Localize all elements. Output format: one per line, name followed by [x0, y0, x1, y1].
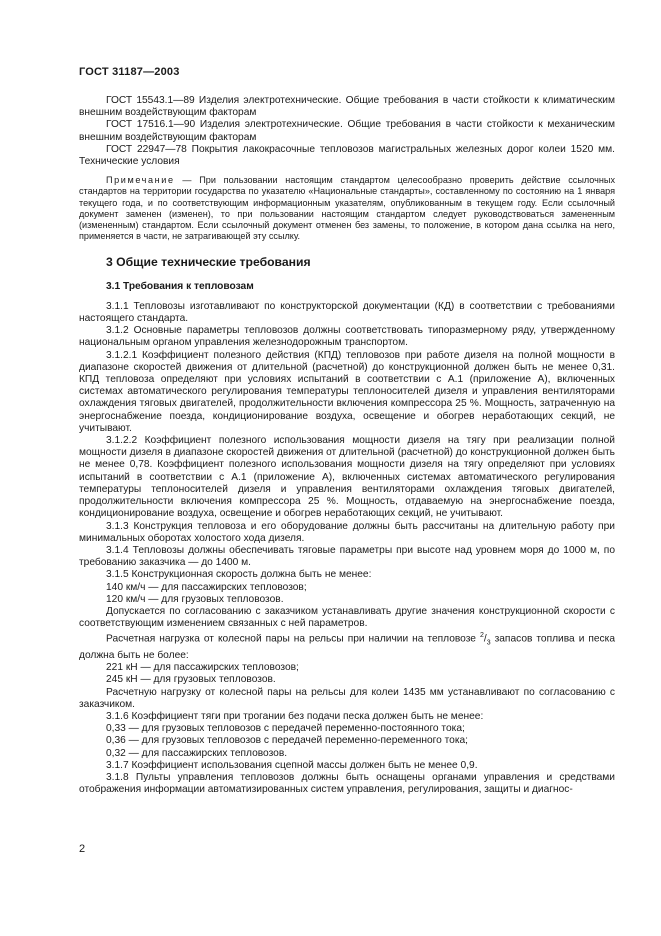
note-label: Примечание: [106, 175, 175, 186]
clause-3-1-5: 3.1.5 Конструкционная скорость должна быть не менее:: [106, 569, 372, 581]
note-text: — При пользовании настоящим стандартом целесообразно проверить действие ссылочных стандартов на территории государства по указателю «Национальные стандарты», составленному по состоянию на 1 января текущего года, и по соответствующим информационным указателям, опубликованным в текущем году. Если ссылочный документ заменен (изменен), то при пользовании настоящим стандартом следует руководствоваться замененным (измененным) стандартом. Если ссылочный документ отменен без замены, то положение, в котором дана ссылка на него, применяется в части, не затрагивающей эту ссылку.: [79, 175, 615, 242]
subsection-title: 3.1 Требования к тепловозам: [106, 280, 254, 292]
list-item: 0,36 — для грузовых тепловозов с передачей переменно-переменного тока;: [106, 735, 468, 747]
reference-item: ГОСТ 22947—78 Покрытия лакокрасочные тепловозов магистральных железных дорог колеи 1520 мм. Технические условия: [79, 143, 615, 168]
page-number: 2: [79, 843, 86, 855]
clause-3-1-6: 3.1.6 Коэффициент тяги при трогании без подачи песка должен быть не менее:: [106, 710, 484, 722]
document-header: ГОСТ 31187—2003: [79, 66, 180, 78]
list-item: 245 кН — для грузовых тепловозов.: [106, 674, 276, 686]
list-item: 0,32 — для пассажирских тепловозов.: [106, 747, 288, 759]
clause-axle-load: Расчетная нагрузка от колесной пары на рельсы при наличии на тепловозе $^2/_3$ запасов топлива и песка должна быть не более:: [79, 632, 615, 661]
list-item: 140 км/ч — для пассажирских тепловозов;: [106, 581, 307, 593]
document-body: [79, 95, 615, 796]
list-item: 120 км/ч — для грузовых тепловозов.: [106, 593, 284, 605]
clause-gauge: Расчетную нагрузку от колесной пары на рельсы для колеи 1435 мм устанавливают по согласованию с заказчиком.: [79, 686, 615, 710]
reference-item: ГОСТ 15543.1—89 Изделия электротехнические. Общие требования в части стойкости к климатическим внешним воздействующим факторам: [79, 95, 615, 119]
clause-allowance: Допускается по согласованию с заказчиком устанавливать другие значения конструкционной скорости с соответствующим изменением связанных с ней параметров.: [79, 605, 615, 630]
clause-3-1-2: 3.1.2 Основные параметры тепловозов должны соответствовать типоразмерному ряду, утвержденному национальным органом управления железнодорожным транспортом.: [79, 325, 615, 349]
clause-3-1-8: 3.1.8 Пульты управления тепловозов должны быть оснащены органами управления и средствами отображения информации автоматизированных систем управления, регулирования, защиты и диагнос-: [79, 771, 615, 796]
clause-3-1-3: 3.1.3 Конструкция тепловоза и его оборудование должны быть рассчитаны на длительную работу при минимальных оборотах холостого хода дизеля.: [79, 520, 615, 544]
clause-3-1-2-1: 3.1.2.1 Коэффициент полезного действия (КПД) тепловозов при работе дизеля на полной мощности в диапазоне скоростей движения от длительной (расчетной) до конструкционной должен быть не менее 0,31. КПД тепловоза определяют при условиях испытаний в соответствии с А.1 (приложение А), включенных системах автоматического регулирования температуры теплоносителей дизеля и управления вентиляторами охлаждения тяговых двигателей, продолжительности включения компрессора 25 %. Мощность, затраченную на энергоснабжение поезда, кондиционирование воздуха, освещение и обогрев неработающих секций, не учитывают.: [79, 349, 615, 434]
fraction-denominator: 3: [486, 639, 491, 647]
clause-3-1-7: 3.1.7 Коэффициент использования сцепной массы должен быть не менее 0,9.: [106, 759, 478, 771]
clause-3-1-4: 3.1.4 Тепловозы должны обеспечивать тяговые параметры при высоте над уровнем моря до 1000 м, по требованию заказчика — до 1400 м.: [79, 544, 615, 569]
clause-3-1-1: 3.1.1 Тепловозы изготавливают по конструкторской документации (КД) в соответствии с требованиями настоящего стандарта.: [79, 300, 615, 325]
list-item: 221 кН — для пассажирских тепловозов;: [106, 662, 299, 674]
reference-item: ГОСТ 17516.1—90 Изделия электротехнические. Общие требования в части стойкости к механическим внешним воздействующим факторам: [79, 119, 615, 143]
list-item: 0,33 — для грузовых тепловозов с передачей переменно-постоянного тока;: [106, 723, 465, 735]
note-block: [79, 175, 615, 242]
clause-3-1-2-2: 3.1.2.2 Коэффициент полезного использования мощности дизеля на тягу при реализации полной мощности дизеля в диапазоне скоростей движения от длительной (расчетной) до конструкционной должен быть не менее 0,78. Коэффициент полезного использования мощности дизеля на тягу определяют при условиях испытаний в соответствии с А.1 (приложение А), включенных системах автоматического регулирования температуры теплоносителей дизеля и управления вентиляторами охлаждения тяговых двигателей, продолжительности включения компрессора 25 %. Мощность, отдаваемую на энергоснабжение поезда, кондиционирование воздуха, освещение и обогрев неработающих секций, не учитывают.: [79, 435, 615, 520]
fraction-numerator: 2: [479, 632, 484, 640]
section-title: 3 Общие технические требования: [106, 255, 311, 270]
